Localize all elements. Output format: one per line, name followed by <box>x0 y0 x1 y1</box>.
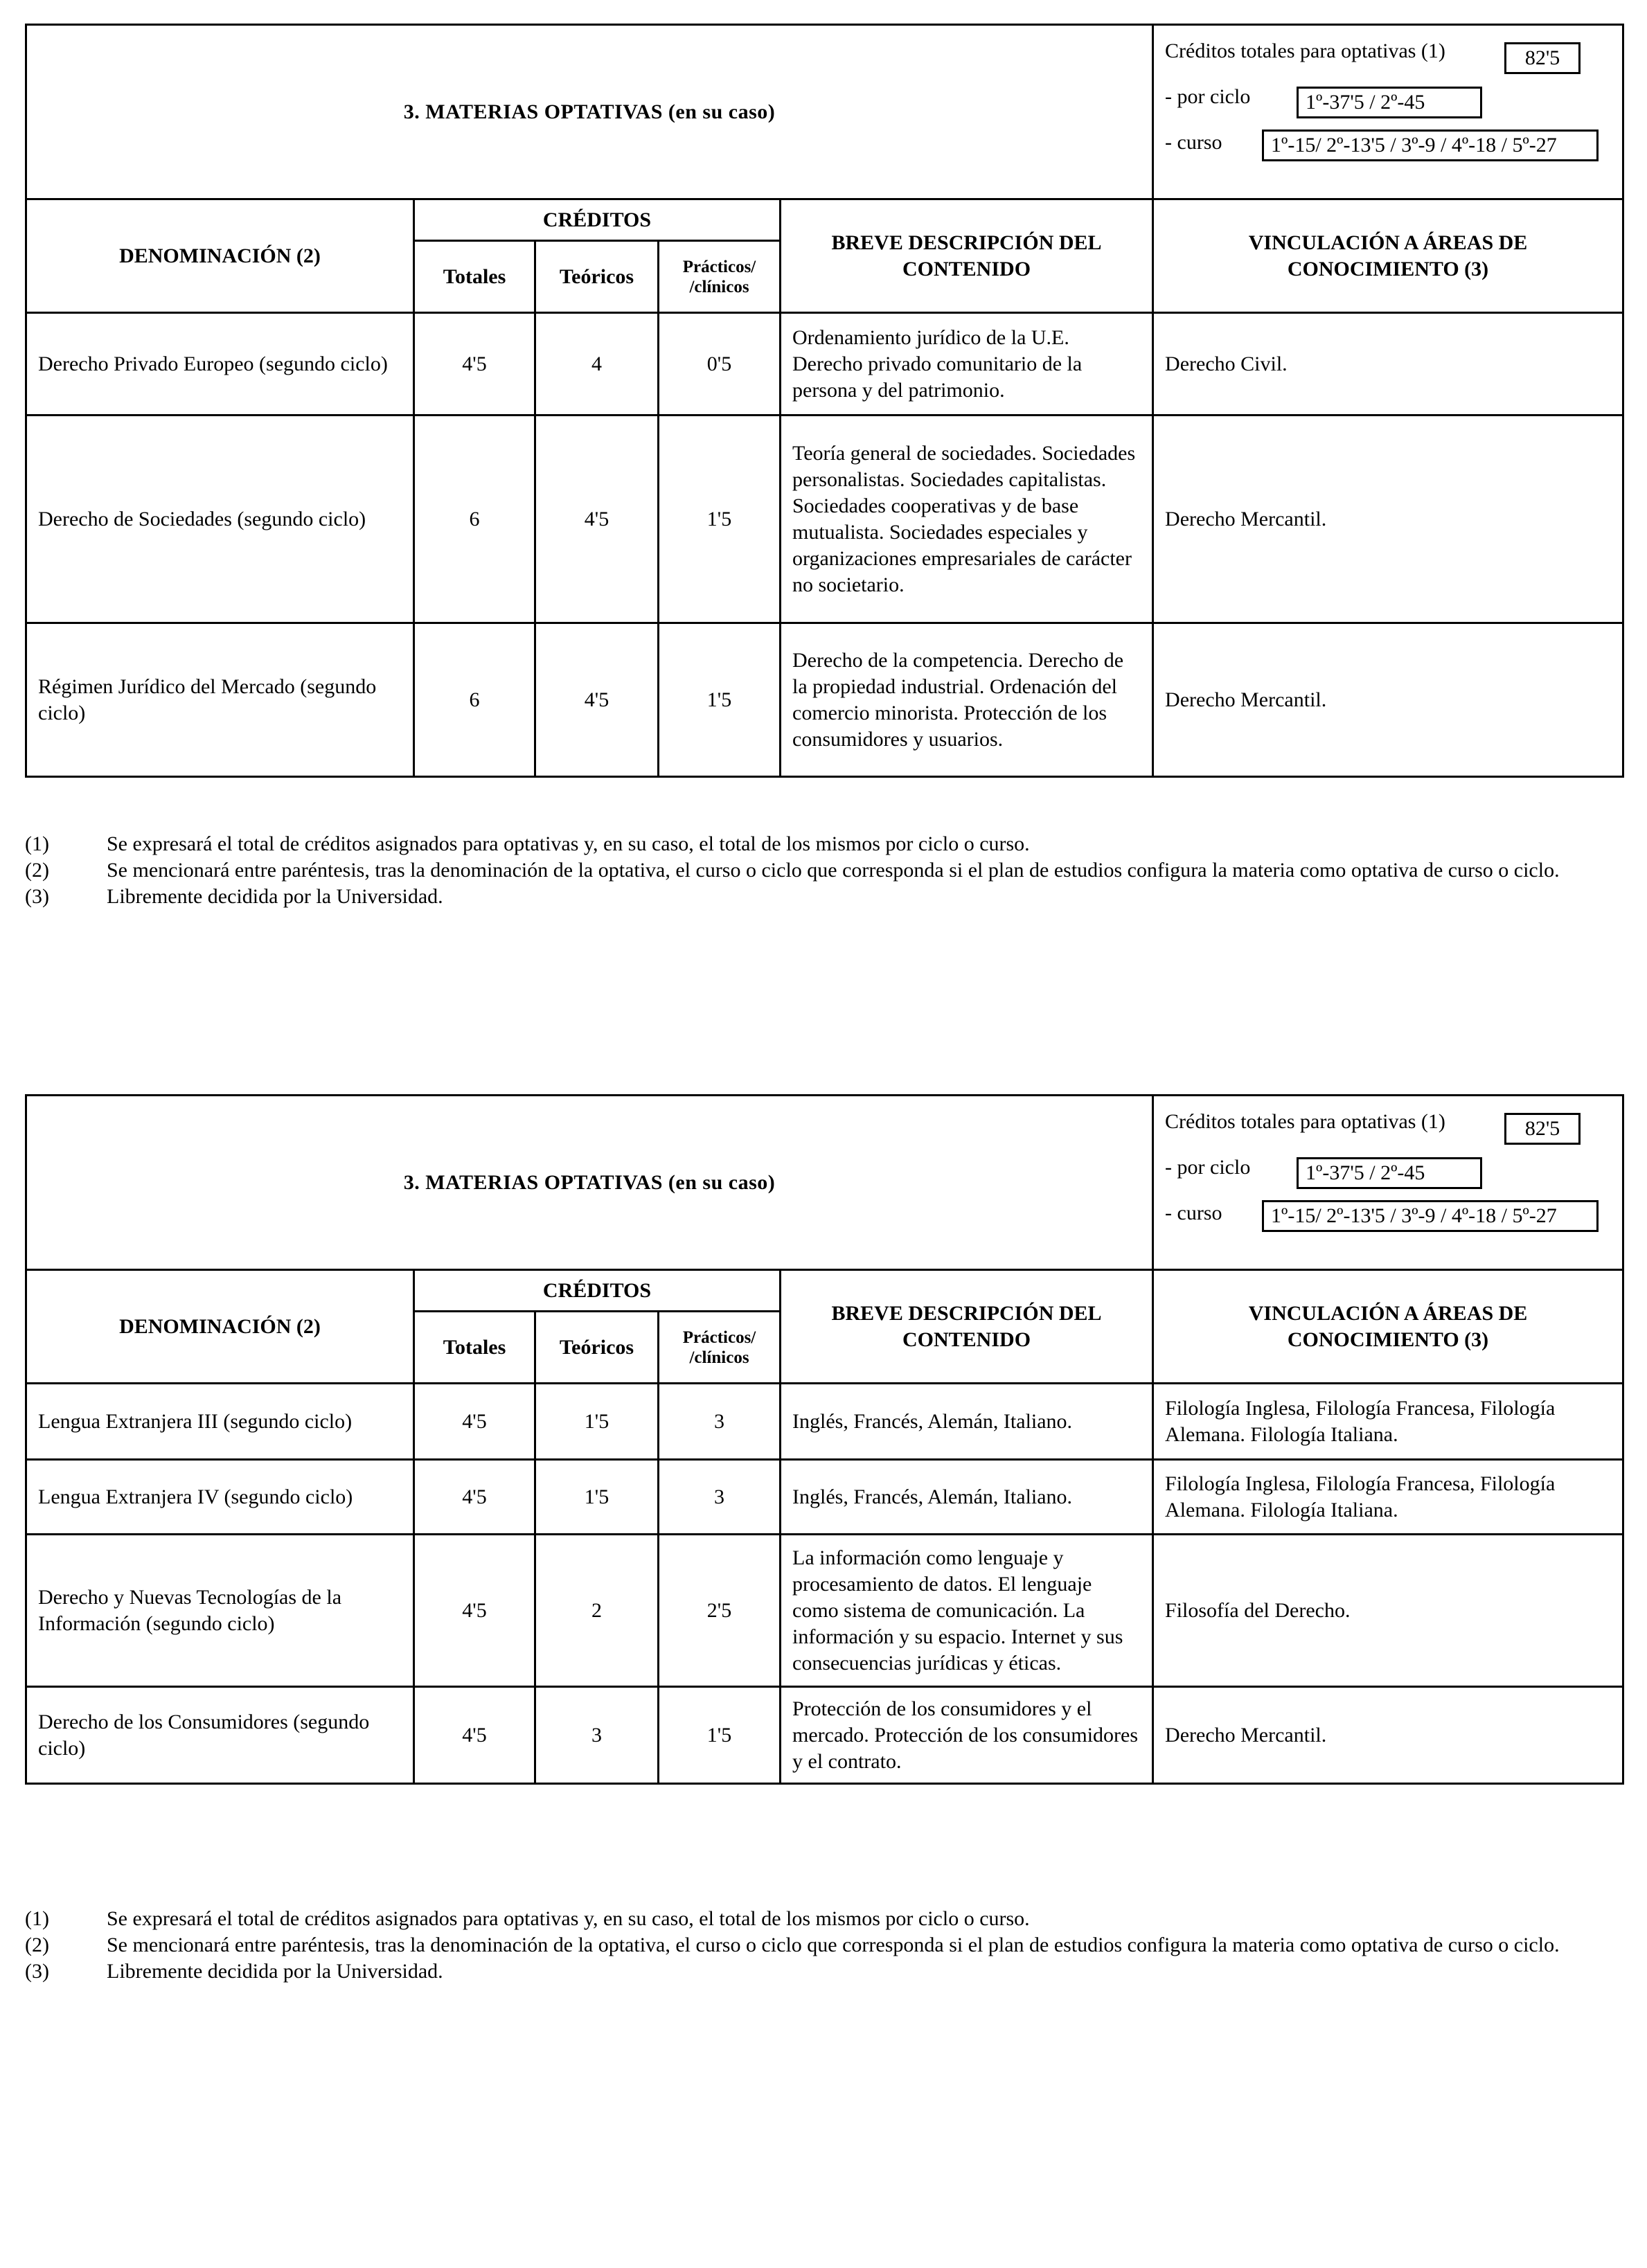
totales-cell: 4'5 <box>414 313 535 416</box>
header-totales: Totales <box>414 1312 535 1384</box>
curso-label: - curso <box>1165 131 1222 154</box>
teoricos-cell: 4 <box>535 313 659 416</box>
practicos-cell: 1'5 <box>659 1687 781 1784</box>
footnote <box>25 1906 1622 1932</box>
creditos-totales-box: 82'5 <box>1504 1113 1581 1145</box>
practicos-cell: 1'5 <box>659 416 781 623</box>
footnote-key: (1) <box>25 832 49 855</box>
teoricos-cell: 4'5 <box>535 416 659 623</box>
creditos-totales-label: Créditos totales para optativas (1) <box>1165 39 1445 62</box>
creditos-summary <box>1153 1096 1623 1270</box>
header-teoricos: Teóricos <box>535 1312 659 1384</box>
header-teoricos: Teóricos <box>535 241 659 313</box>
header-totales: Totales <box>414 241 535 313</box>
denominacion-cell: Derecho de Sociedades (segundo ciclo) <box>26 416 414 623</box>
descripcion-cell: Derecho de la competencia. Derecho de la propiedad industrial. Ordenación del comercio minorista. Protección de los consumidores y usuarios. <box>781 623 1153 777</box>
header-practicos: Prácticos/ /clínicos <box>659 241 781 313</box>
footnote-key: (2) <box>25 1934 49 1956</box>
table-row <box>26 1460 1623 1535</box>
totales-cell: 4'5 <box>414 1535 535 1687</box>
teoricos-cell: 1'5 <box>535 1460 659 1535</box>
footnote <box>25 1958 1622 1985</box>
por-ciclo-label: - por ciclo <box>1165 85 1251 108</box>
header-creditos: CRÉDITOS <box>414 199 781 241</box>
table-row <box>26 1687 1623 1784</box>
header-vinculacion: VINCULACIÓN A ÁREAS DE CONOCIMIENTO (3) <box>1153 199 1623 313</box>
teoricos-cell: 2 <box>535 1535 659 1687</box>
table-row <box>26 1535 1623 1687</box>
table-row <box>26 313 1623 416</box>
curso-box: 1º-15/ 2º-13'5 / 3º-9 / 4º-18 / 5º-27 <box>1262 1200 1599 1232</box>
footnote-key: (1) <box>25 1907 49 1930</box>
footnote <box>25 831 1622 857</box>
table-row <box>26 1384 1623 1460</box>
header-creditos: CRÉDITOS <box>414 1270 781 1312</box>
por-ciclo-box: 1º-37'5 / 2º-45 <box>1297 87 1482 118</box>
denominacion-cell: Régimen Jurídico del Mercado (segundo ciclo) <box>26 623 414 777</box>
footnote-text: Se expresará el total de créditos asignados para optativas y, en su caso, el total de los mismos por ciclo o curso. <box>107 1907 1030 1930</box>
header-denominacion: DENOMINACIÓN (2) <box>26 199 414 313</box>
vinculacion-cell: Filosofía del Derecho. <box>1153 1535 1623 1687</box>
totales-cell: 4'5 <box>414 1460 535 1535</box>
footnote-text: Libremente decidida por la Universidad. <box>107 885 443 908</box>
curso-label: - curso <box>1165 1202 1222 1224</box>
denominacion-cell: Lengua Extranjera III (segundo ciclo) <box>26 1384 414 1460</box>
totales-cell: 4'5 <box>414 1384 535 1460</box>
footnote <box>25 857 1622 884</box>
teoricos-cell: 3 <box>535 1687 659 1784</box>
practicos-cell: 2'5 <box>659 1535 781 1687</box>
vinculacion-cell: Derecho Civil. <box>1153 313 1623 416</box>
creditos-totales-box: 82'5 <box>1504 42 1581 74</box>
header-descripcion: BREVE DESCRIPCIÓN DEL CONTENIDO <box>781 1270 1153 1384</box>
practicos-cell: 0'5 <box>659 313 781 416</box>
optativas-table-2 <box>25 1094 1622 1785</box>
vinculacion-cell: Filología Inglesa, Filología Francesa, Filología Alemana. Filología Italiana. <box>1153 1460 1623 1535</box>
descripcion-cell: Ordenamiento jurídico de la U.E. Derecho privado comunitario de la persona y del patrimonio. <box>781 313 1153 416</box>
vinculacion-cell: Filología Inglesa, Filología Francesa, Filología Alemana. Filología Italiana. <box>1153 1384 1623 1460</box>
curso-box: 1º-15/ 2º-13'5 / 3º-9 / 4º-18 / 5º-27 <box>1262 130 1599 161</box>
footnote-key: (2) <box>25 859 49 882</box>
footnote <box>25 1932 1622 1958</box>
footnote-key: (3) <box>25 1960 49 1983</box>
denominacion-cell: Lengua Extranjera IV (segundo ciclo) <box>26 1460 414 1535</box>
table-row <box>26 623 1623 777</box>
descripcion-cell: La información como lenguaje y procesamiento de datos. El lenguaje como sistema de comunicación. La información y su espacio. Internet y sus consecuencias jurídicas y éticas. <box>781 1535 1153 1687</box>
header-vinculacion: VINCULACIÓN A ÁREAS DE CONOCIMIENTO (3) <box>1153 1270 1623 1384</box>
footnote-text: Se expresará el total de créditos asignados para optativas y, en su caso, el total de los mismos por ciclo o curso. <box>107 832 1030 855</box>
denominacion-cell: Derecho Privado Europeo (segundo ciclo) <box>26 313 414 416</box>
totales-cell: 4'5 <box>414 1687 535 1784</box>
footnote-text: Se mencionará entre paréntesis, tras la denominación de la optativa, el curso o ciclo que corresponda si el plan de estudios configura la materia como optativa de curso o ciclo. <box>107 1934 1560 1956</box>
footnotes-1 <box>25 831 1622 910</box>
por-ciclo-label: - por ciclo <box>1165 1156 1251 1179</box>
vinculacion-cell: Derecho Mercantil. <box>1153 623 1623 777</box>
creditos-totales-label: Créditos totales para optativas (1) <box>1165 1110 1445 1133</box>
practicos-cell: 3 <box>659 1460 781 1535</box>
vinculacion-cell: Derecho Mercantil. <box>1153 1687 1623 1784</box>
table-row <box>26 416 1623 623</box>
totales-cell: 6 <box>414 623 535 777</box>
totales-cell: 6 <box>414 416 535 623</box>
descripcion-cell: Teoría general de sociedades. Sociedades personalistas. Sociedades capitalistas. Sociedades cooperativas y de base mutualista. Sociedades especiales y organizaciones empresariales de carácter no societario. <box>781 416 1153 623</box>
teoricos-cell: 4'5 <box>535 623 659 777</box>
descripcion-cell: Inglés, Francés, Alemán, Italiano. <box>781 1460 1153 1535</box>
practicos-cell: 3 <box>659 1384 781 1460</box>
optativas-table-1 <box>25 24 1622 778</box>
footnote <box>25 884 1622 910</box>
practicos-cell: 1'5 <box>659 623 781 777</box>
por-ciclo-box: 1º-37'5 / 2º-45 <box>1297 1157 1482 1189</box>
teoricos-cell: 1'5 <box>535 1384 659 1460</box>
footnotes-2 <box>25 1906 1622 1985</box>
section-title: 3. MATERIAS OPTATIVAS (en su caso) <box>26 25 1153 199</box>
footnote-text: Se mencionará entre paréntesis, tras la denominación de la optativa, el curso o ciclo que corresponda si el plan de estudios configura la materia como optativa de curso o ciclo. <box>107 859 1560 882</box>
descripcion-cell: Inglés, Francés, Alemán, Italiano. <box>781 1384 1153 1460</box>
header-descripcion: BREVE DESCRIPCIÓN DEL CONTENIDO <box>781 199 1153 313</box>
descripcion-cell: Protección de los consumidores y el mercado. Protección de los consumidores y el contrato. <box>781 1687 1153 1784</box>
creditos-summary <box>1153 25 1623 199</box>
header-practicos: Prácticos/ /clínicos <box>659 1312 781 1384</box>
denominacion-cell: Derecho de los Consumidores (segundo ciclo) <box>26 1687 414 1784</box>
section-title: 3. MATERIAS OPTATIVAS (en su caso) <box>26 1096 1153 1270</box>
footnote-text: Libremente decidida por la Universidad. <box>107 1960 443 1983</box>
denominacion-cell: Derecho y Nuevas Tecnologías de la Información (segundo ciclo) <box>26 1535 414 1687</box>
footnote-key: (3) <box>25 885 49 908</box>
vinculacion-cell: Derecho Mercantil. <box>1153 416 1623 623</box>
header-denominacion: DENOMINACIÓN (2) <box>26 1270 414 1384</box>
